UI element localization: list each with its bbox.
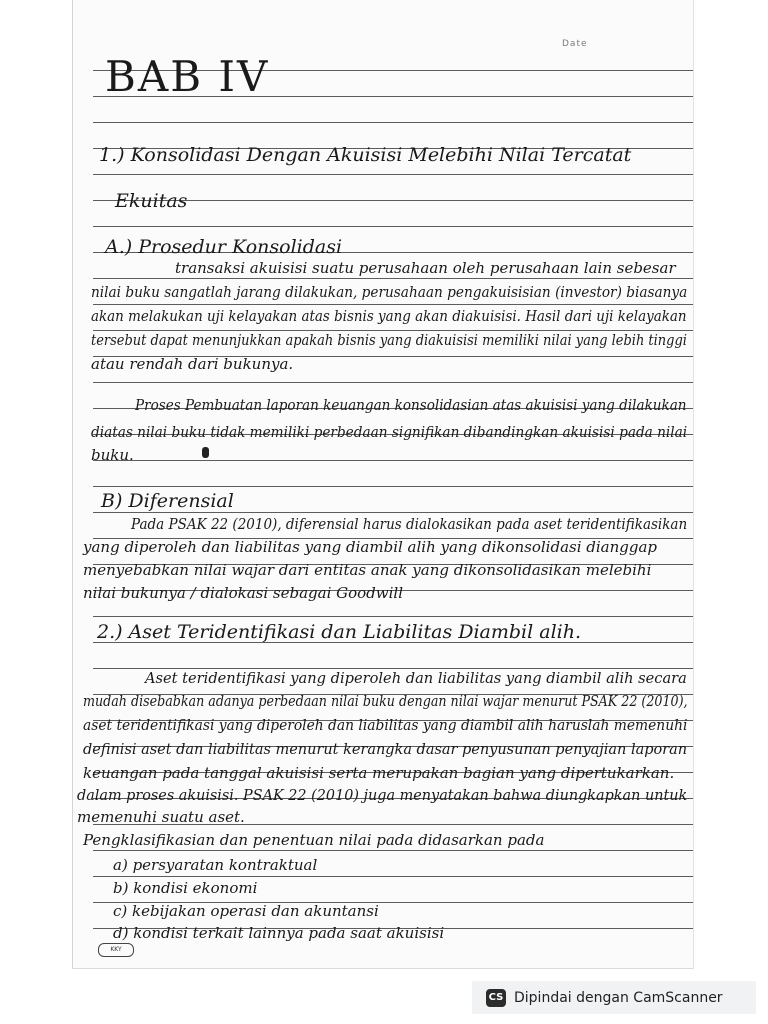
subsection-b-heading: B) Diferensial <box>101 490 234 512</box>
ruled-line <box>93 486 693 487</box>
ruled-line <box>93 616 693 617</box>
paragraph-line: buku. <box>91 446 134 464</box>
paragraph-line: Pada PSAK 22 (2010), diferensial harus dialokasikan pada aset teridentifikasikan <box>131 515 688 533</box>
section2-heading: 2.) Aset Teridentifikasi dan Liabilitas Diambil alih. <box>97 621 582 643</box>
paragraph-line: definisi aset dan liabilitas menurut kerangka dasar penyusunan penyajian laporan <box>83 740 688 758</box>
paragraph-line: mudah disebabkan adanya perbedaan nilai buku dengan nilai wajar menurut PSAK 22 (2010), <box>83 692 688 710</box>
paragraph-line: tersebut dapat menunjukkan apakah bisnis yang diakuisisi memiliki nilai yang lebih tinggi <box>91 331 687 349</box>
page-title: BAB IV <box>105 52 270 101</box>
ruled-line <box>93 850 693 851</box>
paragraph-line: atau rendah dari bukunya. <box>91 355 294 373</box>
ruled-line <box>93 382 693 383</box>
ink-blot <box>202 447 209 458</box>
paragraph-line: nilai buku sangatlah jarang dilakukan, perusahaan pengakuisisian (investor) biasanya <box>91 283 688 301</box>
date-label: Date <box>562 39 588 49</box>
section1-heading: 1.) Konsolidasi Dengan Akuisisi Melebihi Nilai Tercatat <box>99 144 632 166</box>
list-item: c) kebijakan operasi dan akuntansi <box>113 902 379 920</box>
list-item: b) kondisi ekonomi <box>113 879 258 897</box>
list-item: a) persyaratan kontraktual <box>113 856 318 874</box>
ruled-line <box>93 226 693 227</box>
paragraph-line: keuangan pada tanggal akuisisi serta merupakan bagian yang dipertukarkan. <box>83 764 675 782</box>
paragraph-line: diatas nilai buku tidak memiliki perbedaan signifikan dibandingkan akuisisi pada nilai <box>91 423 688 441</box>
paragraph-line: menyebabkan nilai wajar dari entitas anak yang dikonsolidasikan melebihi <box>83 561 652 579</box>
corner-stamp: KKY <box>98 943 134 957</box>
paragraph-line: yang diperoleh dan liabilitas yang diambil alih yang dikonsolidasi dianggap <box>83 538 658 556</box>
paragraph-line: transaksi akuisisi suatu perusahaan oleh perusahaan lain sebesar <box>175 259 676 277</box>
camscanner-logo-icon: CS <box>486 989 506 1007</box>
ruled-line <box>93 122 693 123</box>
ruled-line <box>93 304 693 305</box>
subsection-a-heading: A.) Prosedur Konsolidasi <box>105 236 343 258</box>
ruled-line <box>93 876 693 877</box>
paragraph-line: Proses Pembuatan laporan keuangan konsolidasian atas akuisisi yang dilakukan <box>135 396 687 414</box>
paragraph-line: memenuhi suatu aset. <box>77 808 245 826</box>
ruled-line <box>93 460 693 461</box>
notebook-page <box>72 0 694 969</box>
watermark-text: Dipindai dengan CamScanner <box>514 989 723 1006</box>
ruled-line <box>93 174 693 175</box>
paragraph-line: aset teridentifikasi yang diperoleh dan liabilitas yang diambil alih haruslah memenuhi <box>83 716 688 734</box>
list-intro: Pengklasifikasian dan penentuan nilai pada didasarkan pada <box>83 831 545 849</box>
paragraph-line: nilai bukunya / dialokasi sebagai Goodwill <box>83 584 404 602</box>
paragraph-line: akan melakukan uji kelayakan atas bisnis yang akan diakuisisi. Hasil dari uji kelayakan <box>91 307 687 325</box>
camscanner-watermark <box>472 981 756 1014</box>
paragraph-line: dalam proses akuisisi. PSAK 22 (2010) juga menyatakan bahwa diungkapkan untuk <box>77 786 688 804</box>
paragraph-line: Aset teridentifikasi yang diperoleh dan liabilitas yang diambil alih secara <box>145 669 687 687</box>
ruled-line <box>93 512 693 513</box>
section1-subheading: Ekuitas <box>115 190 188 212</box>
list-item: d) kondisi terkait lainnya pada saat akuisisi <box>113 924 445 942</box>
ruled-line <box>93 278 693 279</box>
